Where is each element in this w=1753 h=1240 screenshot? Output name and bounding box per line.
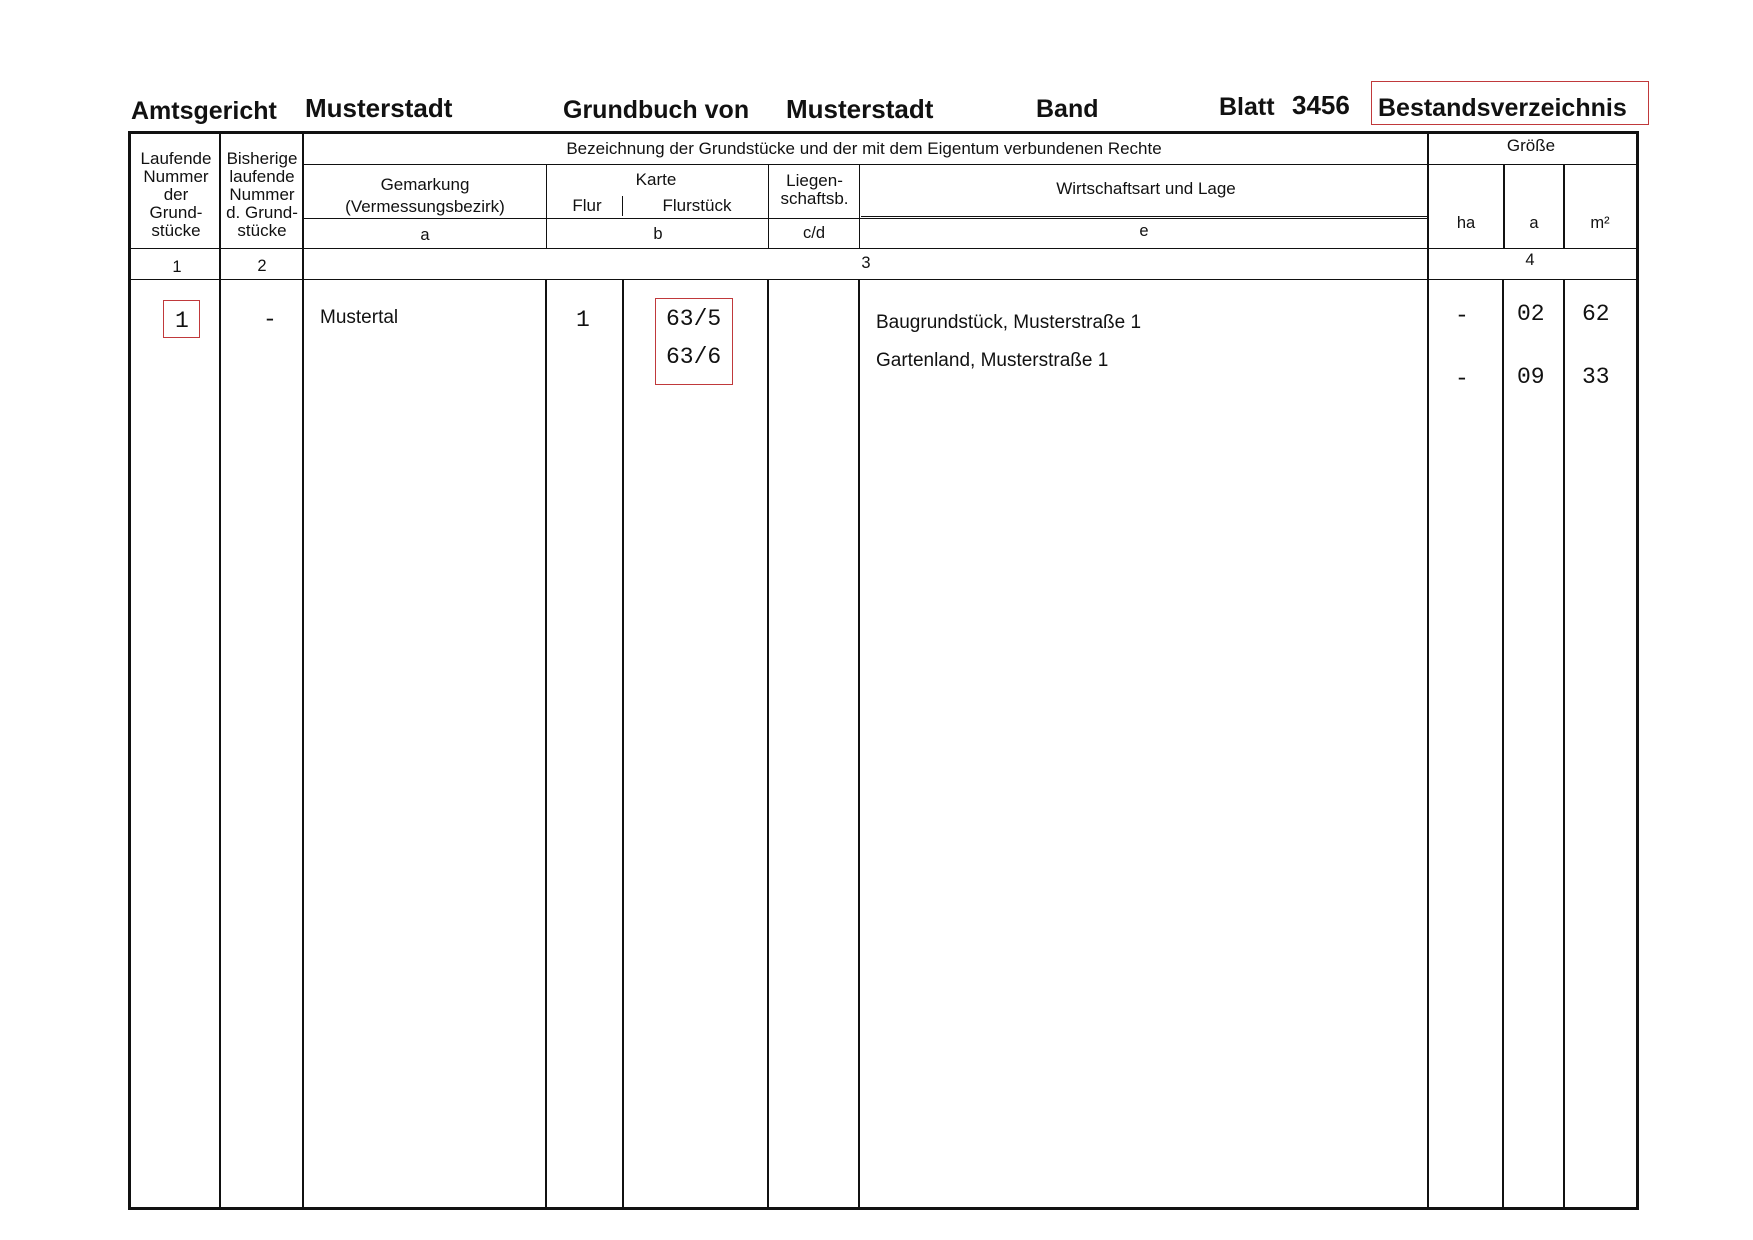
rule-header-mid-e (861, 216, 1428, 217)
wirtschaftsart-header: Wirtschaftsart und Lage (1056, 179, 1236, 198)
col2-header: Bisherige laufende Nummer d. Grund- stücke (226, 149, 298, 240)
lage-value-1: Baugrundstück, Musterstraße 1 (876, 312, 1142, 333)
sheet-value: 3456 (1292, 90, 1350, 120)
groesse-m2-1: 62 (1582, 301, 1610, 327)
col-divider-cd-body (858, 279, 860, 1210)
sub-label-a: a (420, 226, 430, 244)
sub-label-e: e (1139, 222, 1149, 240)
rule-sublabels-bottom (131, 248, 1639, 249)
volume-label: Band (1036, 95, 1099, 123)
rule-top-inner (304, 164, 1639, 165)
col-divider-a (546, 164, 547, 248)
groesse-a-2: 09 (1517, 364, 1545, 390)
col-divider-a-body (545, 279, 547, 1210)
col-divider-ha-body (1502, 279, 1504, 1210)
groesse-header: Größe (1506, 136, 1556, 155)
groesse-ha-1: - (1455, 303, 1469, 329)
flur-value: 1 (576, 307, 590, 333)
sub-label-cd: c/d (802, 224, 826, 242)
col-divider-cd (859, 164, 860, 248)
col-number-2: 2 (257, 257, 267, 275)
rule-header-bottom (304, 218, 1428, 219)
unit-ha: ha (1456, 214, 1476, 232)
lage-value-2: Gartenland, Musterstraße 1 (876, 350, 1109, 371)
rule-numbers-bottom (131, 279, 1639, 280)
liegenschaftsb-header: Liegen- schaftsb. (780, 171, 849, 208)
register-table-frame (128, 131, 1639, 1210)
col-divider-a-unit-body (1563, 279, 1565, 1210)
unit-a: a (1529, 214, 1539, 232)
groesse-ha-2: - (1455, 366, 1469, 392)
flurstueck-value-1: 63/5 (666, 306, 722, 332)
col-divider-a-unit (1563, 164, 1565, 248)
col1-header: Laufende Nummer der Grund- stücke (140, 149, 212, 240)
sheet-label: Blatt (1219, 93, 1275, 121)
col-divider-3-4 (1427, 131, 1429, 1210)
col-number-4: 4 (1525, 251, 1535, 269)
laufende-nummer-value: 1 (175, 308, 189, 334)
col-divider-1 (219, 131, 221, 1210)
col-number-1: 1 (172, 258, 182, 276)
group-title: Bezeichnung der Grundstücke und der mit dem Eigentum verbundenen Rechte (566, 139, 1162, 158)
sub-label-b: b (653, 225, 663, 243)
flur-header: Flur (572, 196, 602, 215)
register-label: Grundbuch von (563, 96, 750, 124)
section-title: Bestandsverzeichnis (1378, 94, 1627, 122)
gemarkung-header: Gemarkung (Vermessungsbezirk) (345, 175, 505, 216)
karte-header: Karte (635, 170, 677, 189)
court-value: Musterstadt (305, 93, 453, 123)
col-divider-b-body (767, 279, 769, 1210)
col-divider-b (768, 164, 769, 248)
col-divider-flur-body (622, 279, 624, 1210)
court-label: Amtsgericht (131, 97, 277, 125)
unit-m2: m² (1590, 214, 1610, 232)
karte-divider-short (622, 196, 623, 216)
flurstueck-header: Flurstück (662, 196, 732, 215)
register-value: Musterstadt (786, 94, 934, 124)
bisherige-nummer-value: - (263, 307, 277, 333)
groesse-m2-2: 33 (1582, 364, 1610, 390)
col-divider-2 (302, 131, 304, 1210)
flurstueck-value-2: 63/6 (666, 344, 722, 370)
gemarkung-value: Mustertal (320, 307, 399, 328)
groesse-a-1: 02 (1517, 301, 1545, 327)
col-number-3: 3 (861, 254, 871, 272)
col-divider-ha (1503, 164, 1505, 248)
